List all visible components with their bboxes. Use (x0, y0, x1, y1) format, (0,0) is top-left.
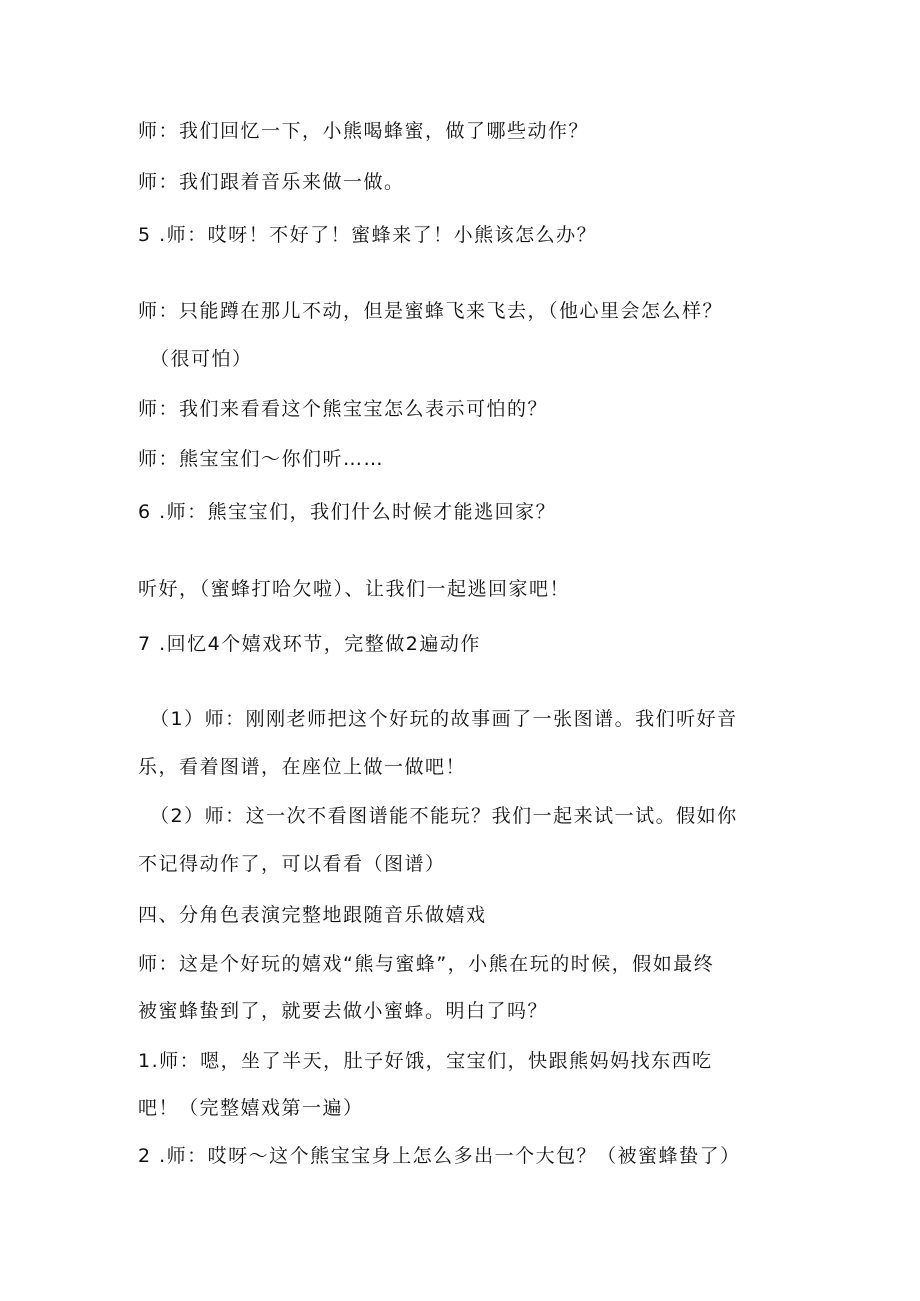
text-line-6: 师：我们来看看这个熊宝宝怎么表示可怕的？ (138, 398, 549, 420)
text-line-8: 6 .师：熊宝宝们，我们什么时候才能逃回家？ (138, 501, 557, 523)
text-line-9: 听好，（蜜蜂打哈欠啦）、让我们一起逃回家吧！ (138, 578, 571, 600)
text-line-1: 师：我们回忆一下，小熊喝蜂蜜，做了哪些动作？ (138, 120, 590, 142)
text-line-20: 2 .师：哎呀～这个熊宝宝身上怎么多出一个大包？（被蜜蜂蛰了） (138, 1145, 741, 1167)
text-line-5: （很可怕） (150, 348, 253, 370)
text-line-15: 四、分角色表演完整地跟随音乐做嬉戏 (138, 904, 487, 926)
text-line-4: 师：只能蹲在那儿不动，但是蜜蜂飞来飞去，（他心里会怎么样？ (138, 300, 724, 322)
text-line-17: 被蜜蜂蛰到了，就要去做小蜜蜂。明白了吗？ (138, 1000, 549, 1022)
text-line-16: 师：这是个好玩的嬉戏“熊与蜜蜂”，小熊在玩的时候，假如最终 (138, 953, 715, 975)
text-line-7: 师：熊宝宝们～你们听…… (138, 448, 385, 470)
text-line-18: 1.师：嗯，坐了半天，肚子好饿，宝宝们，快跟熊妈妈找东西吃 (138, 1050, 713, 1072)
text-line-12: 乐，看着图谱，在座位上做一做吧！ (138, 756, 467, 778)
text-line-3: 5 .师：哎呀！不好了！蜜蜂来了！小熊该怎么办？ (138, 224, 598, 246)
text-line-19: 吧！（完整嬉戏第一遍） (138, 1097, 364, 1119)
text-line-10: 7 .回忆4个嬉戏环节，完整做2遍动作 (138, 633, 481, 655)
text-line-13: （2）师：这一次不看图谱能不能玩？我们一起来试一试。假如你 (150, 805, 738, 827)
text-line-11: （1）师：刚刚老师把这个好玩的故事画了一张图谱。我们听好音 (150, 708, 738, 730)
text-line-14: 不记得动作了，可以看看（图谱） (138, 853, 446, 875)
text-line-2: 师：我们跟着音乐来做一做。 (138, 171, 405, 193)
